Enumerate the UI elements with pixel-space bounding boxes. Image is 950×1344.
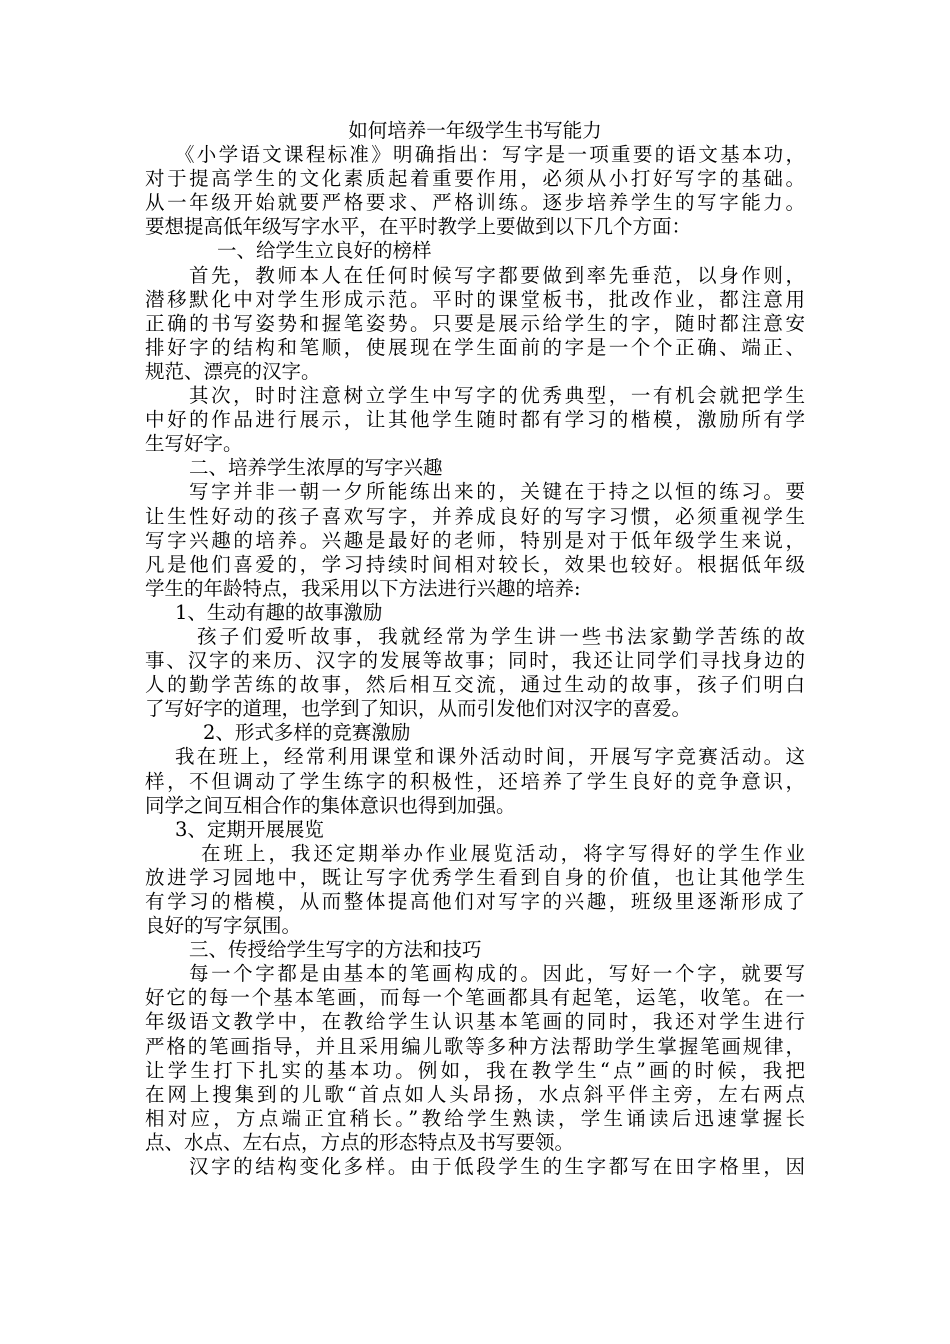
text-line: 生写好字。	[145, 432, 243, 456]
text-line: 从一年级开始就要严格要求、严格训练。逐步培养学生的写字能力。	[145, 191, 805, 215]
subsection-heading: 2、形式多样的竞赛激励	[203, 721, 411, 745]
text-line: 凡是他们喜爱的，学习持续时间相对较长，效果也较好。根据低年级	[145, 552, 805, 576]
text-line: 写字并非一朝一夕所能练出来的，关键在于持之以恒的练习。要	[189, 480, 805, 504]
text-line: 我在班上，经常利用课堂和课外活动时间，开展写字竞赛活动。这	[175, 745, 805, 769]
text-line: 让生性好动的孩子喜欢写字，并养成良好的写字习惯，必须重视学生	[145, 504, 805, 528]
document-title: 如何培养一年级学生书写能力	[348, 119, 602, 142]
text-line: 了写好字的道理，也学到了知识，从而引发他们对汉字的喜爱。	[145, 697, 692, 721]
text-line: 要想提高低年级写字水平，在平时教学上要做到以下几个方面：	[145, 215, 692, 239]
text-line: 好它的每一个基本笔画，而每一个笔画都具有起笔，运笔，收笔。在一	[145, 986, 805, 1010]
text-line: 同学之间互相合作的集体意识也得到加强。	[145, 793, 516, 817]
text-line: 其次，时时注意树立学生中写字的优秀典型，一有机会就把学生	[189, 384, 805, 408]
text-line: 年级语文教学中，在教给学生认识基本笔画的同时，我还对学生进行	[145, 1010, 805, 1034]
text-line: 汉字的结构变化多样。由于低段学生的生字都写在田字格里，因	[189, 1155, 805, 1179]
text-line: 放进学习园地中，既让写字优秀学生看到自身的价值，也让其他学生	[145, 865, 805, 889]
text-line: 潜移默化中对学生形成示范。平时的课堂板书，批改作业，都注意用	[145, 287, 805, 311]
text-line: 在班上，我还定期举办作业展览活动，将字写得好的学生作业	[201, 841, 805, 865]
text-line: 良好的写字氛围。	[145, 914, 302, 938]
text-line: 有学习的楷模，从而整体提高他们对写字的兴趣，班级里逐渐形成了	[145, 890, 805, 913]
text-line: 在网上搜集到的儿歌“首点如人头昂扬，水点斜平伴主旁，左右两点	[145, 1082, 805, 1106]
text-line: 相对应，方点端正宜稍长。”教给学生熟读，学生诵读后迅速掌握长	[145, 1106, 805, 1130]
text-line: 写字兴趣的培养。兴趣是最好的老师，特别是对于低年级学生来说，	[145, 528, 805, 552]
text-line: 排好字的结构和笔顺，使展现在学生面前的字是一个个正确、端正、	[145, 335, 805, 359]
text-line: 孩子们爱听故事，我就经常为学生讲一些书法家勤学苦练的故	[197, 624, 805, 648]
subsection-heading: 3、定期开展展览	[175, 817, 324, 841]
document-page	[145, 119, 805, 1179]
section-heading: 三、传授给学生写字的方法和技巧	[189, 938, 482, 962]
text-line: 首先，教师本人在任何时候写字都要做到率先垂范，以身作则，	[189, 263, 805, 287]
section-heading: 一、给学生立良好的榜样	[217, 239, 432, 263]
text-line: 对于提高学生的文化素质起着重要作用，必须从小打好写字的基础。	[145, 167, 805, 191]
text-line: 学生的年龄特点，我采用以下方法进行兴趣的培养:	[145, 576, 581, 600]
text-line: 点、水点、左右点，方点的形态特点及书写要领。	[145, 1130, 575, 1154]
text-line: 人的勤学苦练的故事，然后相互交流，通过生动的故事，孩子们明白	[145, 673, 805, 697]
text-line: 每一个字都是由基本的笔画构成的。因此，写好一个字，就要写	[189, 962, 805, 986]
text-line: 中好的作品进行展示，让其他学生随时都有学习的楷模，激励所有学	[145, 408, 805, 432]
text-line: 样，不但调动了学生练字的积极性，还培养了学生良好的竞争意识，	[145, 769, 805, 793]
text-line: 让学生打下扎实的基本功。例如，我在教学生“点”画的时候，我把	[145, 1058, 805, 1082]
text-line: 《小学语文课程标准》明确指出：写字是一项重要的语文基本功，	[175, 143, 805, 167]
text-line: 事、汉字的来历、汉字的发展等故事；同时，我还让同学们寻找身边的	[145, 649, 805, 673]
text-line: 规范、漂亮的汉字。	[145, 359, 321, 383]
section-heading: 二、培养学生浓厚的写字兴趣	[189, 456, 443, 480]
text-line: 正确的书写姿势和握笔姿势。只要是展示给学生的字，随时都注意安	[145, 311, 805, 335]
text-line: 严格的笔画指导，并且采用编儿歌等多种方法帮助学生掌握笔画规律，	[145, 1034, 805, 1058]
subsection-heading: 1、生动有趣的故事激励	[175, 600, 383, 624]
